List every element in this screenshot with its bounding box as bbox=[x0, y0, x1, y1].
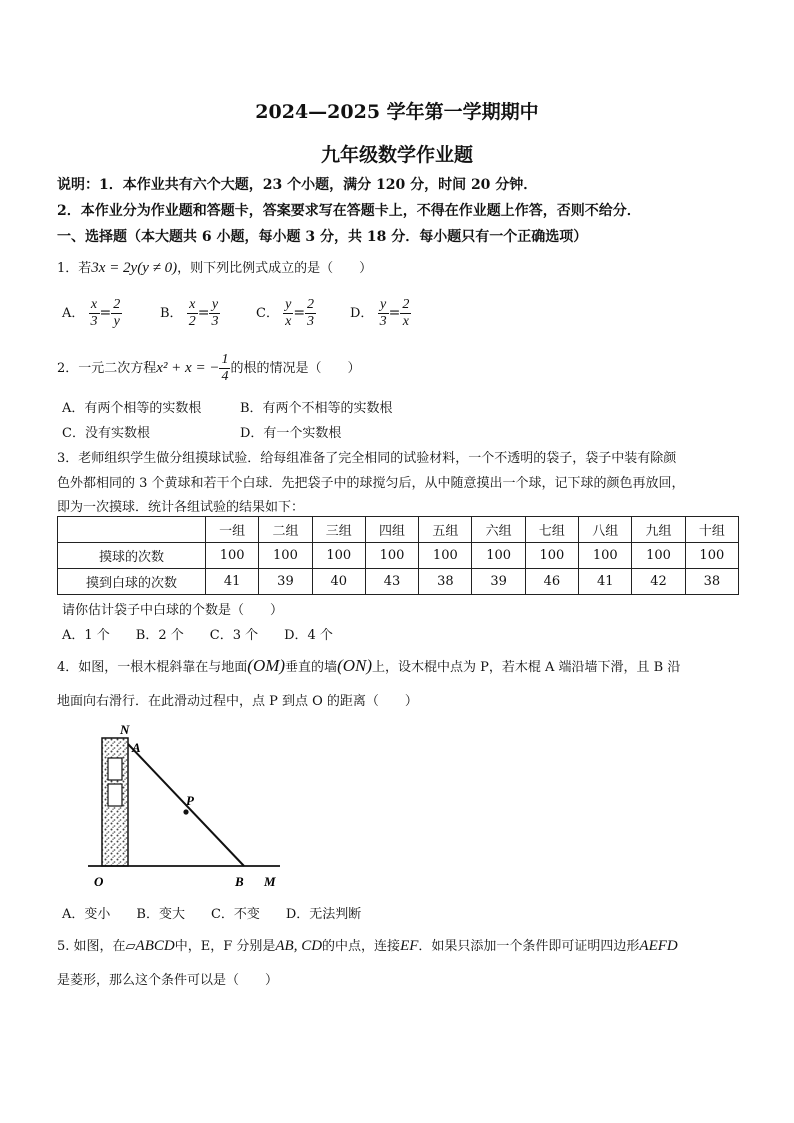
q1-option-c[interactable]: C． $\frac{y}{x}$ = $\frac{2}{3}$ bbox=[256, 297, 315, 329]
table-row bbox=[58, 543, 739, 569]
q4-om: (OM) bbox=[247, 656, 286, 675]
table-header-cell: 一组 bbox=[206, 517, 259, 543]
table-header-cell: 三组 bbox=[312, 517, 365, 543]
q5-abcd: ABCD bbox=[135, 938, 175, 954]
fraction: $\frac{x}{2}$ bbox=[188, 297, 196, 329]
table-cell: 38 bbox=[685, 569, 738, 595]
q2-option-b[interactable]: B．有两个不相等的实数根 bbox=[240, 401, 393, 416]
table-cell-empty bbox=[58, 517, 206, 543]
table-cell: 100 bbox=[579, 543, 632, 569]
q5-ab-cd: AB, CD bbox=[275, 938, 323, 954]
q5-text: 5. 如图，在 bbox=[57, 939, 126, 954]
q5-line-2: 是菱形，那么这个条件可以是（ ） bbox=[57, 973, 279, 988]
table-cell: 46 bbox=[525, 569, 578, 595]
q5-text: 中，E，F 分别是 bbox=[174, 939, 276, 954]
q5-ef: EF bbox=[400, 938, 419, 954]
table-row bbox=[58, 569, 739, 595]
question-2-stem bbox=[57, 352, 360, 385]
fraction: $\frac{2}{x}$ bbox=[402, 297, 410, 329]
fraction: $\frac{1}{4}$ bbox=[221, 352, 229, 384]
row-label: 摸到白球的次数 bbox=[58, 569, 206, 595]
fraction: $\frac{x}{3}$ bbox=[90, 297, 98, 329]
q2-equation: x² + x = − bbox=[156, 360, 220, 376]
fraction: $\frac{2}{3}$ bbox=[307, 297, 315, 329]
q4-on: (ON) bbox=[337, 656, 373, 675]
option-label: D． bbox=[350, 306, 374, 321]
table-cell: 100 bbox=[632, 543, 685, 569]
q3-line-2: 色外都相同的 3 个黄球和若干个白球．先把袋子中的球搅匀后，从中随意摸出一个球，记下球的颜色再放回， bbox=[57, 476, 685, 491]
q2-prefix: 2．一元二次方程 bbox=[57, 361, 157, 376]
q3-question: 请你估计袋子中白球的个数是（ ） bbox=[62, 603, 284, 618]
table-cell: 100 bbox=[472, 543, 525, 569]
q4-options[interactable]: A．变小 B．变大 C．不变 D．无法判断 bbox=[62, 907, 362, 922]
table-header-cell: 四组 bbox=[365, 517, 418, 543]
q2-option-d[interactable]: D．有一个实数根 bbox=[240, 426, 342, 441]
table-cell: 40 bbox=[312, 569, 365, 595]
q5-aefd: AEFD bbox=[639, 938, 678, 954]
instruction-line-1: 说明：1．本作业共有六个大题，23 个小题，满分 120 分，时间 20 分钟． bbox=[57, 177, 538, 193]
parallelogram-icon: ▱ bbox=[125, 939, 136, 954]
q2-option-a[interactable]: A．有两个相等的实数根 bbox=[62, 401, 202, 416]
table-cell: 41 bbox=[579, 569, 632, 595]
table-cell: 100 bbox=[685, 543, 738, 569]
wall-window bbox=[108, 784, 122, 806]
q5-text: ．如果只添加一个条件即可证明四边形 bbox=[418, 939, 640, 954]
q4-line-1 bbox=[57, 656, 680, 676]
q3-line-1: 3．老师组织学生做分组摸球试验．给每组准备了完全相同的试验材料，一个不透明的袋子，袋子中装有除颜 bbox=[57, 451, 677, 466]
q5-line-1 bbox=[57, 935, 678, 955]
table-header-cell: 十组 bbox=[685, 517, 738, 543]
row-label: 摸球的次数 bbox=[58, 543, 206, 569]
fraction: $\frac{y}{3}$ bbox=[211, 297, 219, 329]
table-header-cell: 九组 bbox=[632, 517, 685, 543]
table-cell: 43 bbox=[365, 569, 418, 595]
fraction: $\frac{y}{x}$ bbox=[285, 297, 292, 329]
instruction-line-2: 2．本作业分为作业题和答题卡，答案要求写在答题卡上，不得在作业题上作答，否则不给分． bbox=[57, 203, 641, 219]
q3-options[interactable]: A．1 个 B．2 个 C．3 个 D．4 个 bbox=[62, 628, 333, 643]
fraction: $\frac{2}{y}$ bbox=[113, 297, 121, 329]
label-p: P bbox=[186, 793, 194, 808]
table-header-cell: 六组 bbox=[472, 517, 525, 543]
table-cell: 100 bbox=[259, 543, 312, 569]
page-title: 2024—2025 学年第一学期期中 bbox=[255, 101, 539, 123]
label-b: B bbox=[235, 874, 244, 889]
q1-suffix: ，则下列比例式成立的是（ ） bbox=[177, 261, 373, 276]
option-label: A． bbox=[62, 306, 85, 321]
table-header-cell: 八组 bbox=[579, 517, 632, 543]
q2-option-c[interactable]: C．没有实数根 bbox=[62, 426, 150, 441]
label-a: A bbox=[132, 740, 141, 755]
label-n: N bbox=[120, 722, 130, 737]
table-cell: 100 bbox=[365, 543, 418, 569]
wall-window bbox=[108, 758, 122, 780]
q5-text: 的中点，连接 bbox=[322, 939, 401, 954]
q4-text: 上，设木棍中点为 P，若木棍 A 端沿墙下滑，且 B 沿 bbox=[372, 660, 681, 675]
table-cell: 42 bbox=[632, 569, 685, 595]
q1-prefix: 1．若 bbox=[57, 261, 92, 276]
table-cell: 41 bbox=[206, 569, 259, 595]
q1-option-d[interactable]: D． $\frac{y}{3}$ = $\frac{2}{x}$ bbox=[350, 297, 410, 329]
option-label: C． bbox=[256, 306, 279, 321]
fraction: $\frac{y}{3}$ bbox=[379, 297, 387, 329]
q3-line-3: 即为一次摸球．统计各组试验的结果如下： bbox=[57, 500, 305, 515]
ladder-figure bbox=[80, 720, 290, 895]
midpoint-dot bbox=[183, 809, 188, 814]
table-cell: 100 bbox=[525, 543, 578, 569]
table-cell: 100 bbox=[206, 543, 259, 569]
q4-line-2: 地面向右滑行．在此滑动过程中，点 P 到点 O 的距离（ ） bbox=[57, 694, 418, 709]
label-o: O bbox=[94, 874, 104, 889]
page-subtitle: 九年级数学作业题 bbox=[320, 144, 473, 166]
table-cell: 100 bbox=[312, 543, 365, 569]
question-1-stem bbox=[57, 257, 372, 277]
q1-option-a[interactable]: A． $\frac{x}{3}$ = $\frac{2}{y}$ bbox=[62, 297, 121, 329]
table-header-cell: 二组 bbox=[259, 517, 312, 543]
q1-equation: 3x = 2y(y ≠ 0) bbox=[91, 260, 178, 276]
q1-option-b[interactable]: B． $\frac{x}{2}$ = $\frac{y}{3}$ bbox=[160, 297, 219, 329]
q2-suffix: 的根的情况是（ ） bbox=[230, 361, 361, 376]
table-cell: 39 bbox=[472, 569, 525, 595]
results-table bbox=[57, 516, 739, 595]
table-header-row bbox=[58, 517, 739, 543]
table-cell: 39 bbox=[259, 569, 312, 595]
table-header-cell: 五组 bbox=[419, 517, 472, 543]
option-label: B． bbox=[160, 306, 183, 321]
q4-text: 垂直的墙 bbox=[285, 660, 338, 675]
q4-text: 4．如图，一根木棍斜靠在与地面 bbox=[57, 660, 248, 675]
label-m: M bbox=[264, 874, 276, 889]
table-cell: 38 bbox=[419, 569, 472, 595]
section-heading: 一、选择题（本大题共 6 小题，每小题 3 分，共 18 分．每小题只有一个正确选项） bbox=[57, 229, 588, 245]
table-cell: 100 bbox=[419, 543, 472, 569]
table-header-cell: 七组 bbox=[525, 517, 578, 543]
